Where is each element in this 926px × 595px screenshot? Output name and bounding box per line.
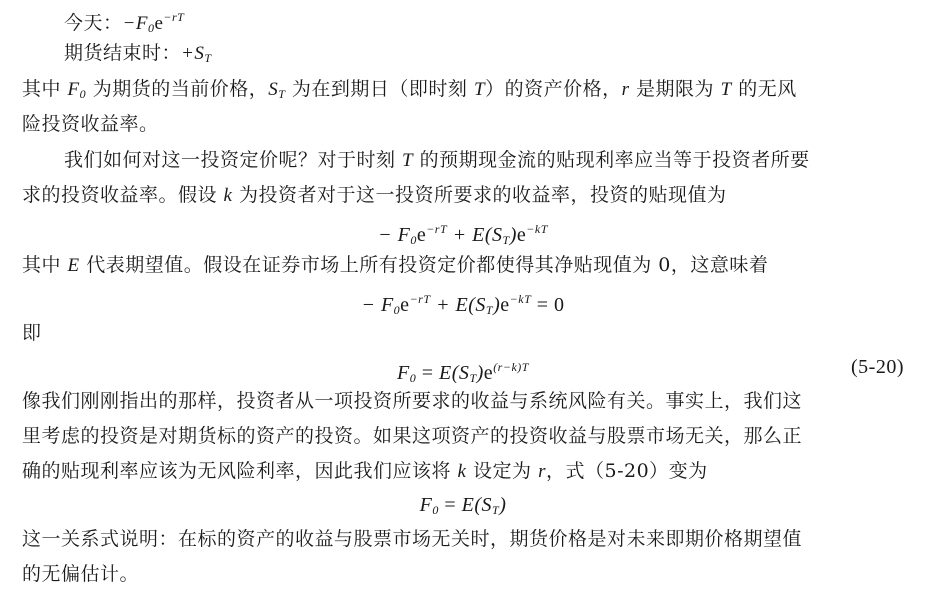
eq2-render: − $F_0e^{-rT} + E(S_T)e^{-kT} = 0$ [361, 292, 565, 317]
eq4-render: $F_0 = E(S_T)$ [419, 494, 507, 517]
var-F-sub: 0 [79, 87, 87, 101]
line-required-return [22, 180, 908, 210]
equation-unbiased [0, 490, 926, 520]
line-risk-free: 险投资收益率。 [22, 113, 159, 135]
var-S-sub: T [278, 87, 286, 101]
text-segment: ，式（5-20）变为 [545, 460, 708, 482]
var-ST [268, 79, 285, 100]
futures-end-formula [181, 43, 212, 64]
text-segment: 其中 [22, 78, 68, 100]
text-segment: 我们如何对这一投资定价呢？对于时刻 [64, 149, 403, 171]
today-e: e [154, 13, 164, 34]
var-k: k [223, 185, 233, 206]
line-where-f0 [22, 74, 908, 104]
var-F: F [67, 79, 80, 100]
today-formula [122, 10, 185, 35]
futures-end-S: +S [181, 43, 205, 64]
line-discount-rate [22, 456, 908, 486]
line-underlying-asset: 里考虑的投资是对期货标的资产的投资。如果这项资产的投资收益与股票市场无关，那么正 [22, 425, 803, 447]
text-segment: 的无风 [731, 78, 797, 100]
line-how-price [64, 145, 908, 175]
equation-present-value [0, 214, 926, 247]
text-segment: 代表期望值。假设在证券市场上所有投资定价都使得其净贴现值为 0，这意味着 [79, 254, 769, 276]
eq1-render: − $F_0e^{-rT} + E(S_T)e^{-kT}$ [378, 222, 548, 247]
var-r: r [538, 461, 546, 482]
var-E: E [67, 255, 80, 276]
today-F-sub: 0 [147, 21, 155, 35]
text-segment: 的预期现金流的贴现利率应当等于投资者所要 [413, 149, 810, 171]
text-segment: 为期货的当前价格， [86, 78, 269, 100]
var-T: T [473, 79, 486, 100]
futures-end-S-sub: T [204, 51, 212, 65]
futures-end-label: 期货结束时： [64, 42, 182, 64]
text-segment: 是期限为 [629, 78, 721, 100]
var-k: k [457, 461, 467, 482]
text-segment: 为在到期日（即时刻 [285, 78, 474, 100]
text-segment: 其中 [22, 254, 68, 276]
text-segment: 设定为 [466, 460, 539, 482]
equation-number: (5-20) [851, 356, 904, 378]
var-F0 [68, 79, 87, 100]
equation-5-20 [0, 352, 926, 385]
today-F: −F [122, 13, 148, 34]
today-label: 今天： [64, 12, 123, 34]
var-S: S [268, 79, 279, 100]
line-expectation [22, 250, 908, 280]
line-systematic-risk: 像我们刚刚指出的那样，投资者从一项投资所要求的收益与系统风险有关。事实上，我们这 [22, 390, 803, 412]
var-r: r [621, 79, 630, 100]
equation-net-pv-zero [0, 284, 926, 317]
line-relationship: 这一关系式说明：在标的资产的收益与股票市场无关时，期货价格是对未来即期价格期望值 [22, 528, 803, 550]
text-segment: ）的资产价格， [485, 78, 622, 100]
today-exp: −rT [163, 10, 185, 24]
var-T: T [720, 79, 732, 100]
line-today [64, 2, 908, 35]
text-segment: 为投资者对于这一投资所要求的收益率，投资的贴现值为 [232, 184, 727, 206]
eq3-render: $F_0 = E(S_T)e^{(r-k)T}$ [397, 360, 529, 385]
text-segment: 确的贴现利率应该为无风险利率，因此我们应该将 [22, 460, 458, 482]
line-namely: 即 [22, 322, 42, 344]
text-segment: 求的投资收益率。假设 [22, 184, 224, 206]
var-T: T [402, 150, 414, 171]
line-unbiased-estimate: 的无偏估计。 [22, 563, 140, 585]
line-futures-end [64, 38, 908, 68]
